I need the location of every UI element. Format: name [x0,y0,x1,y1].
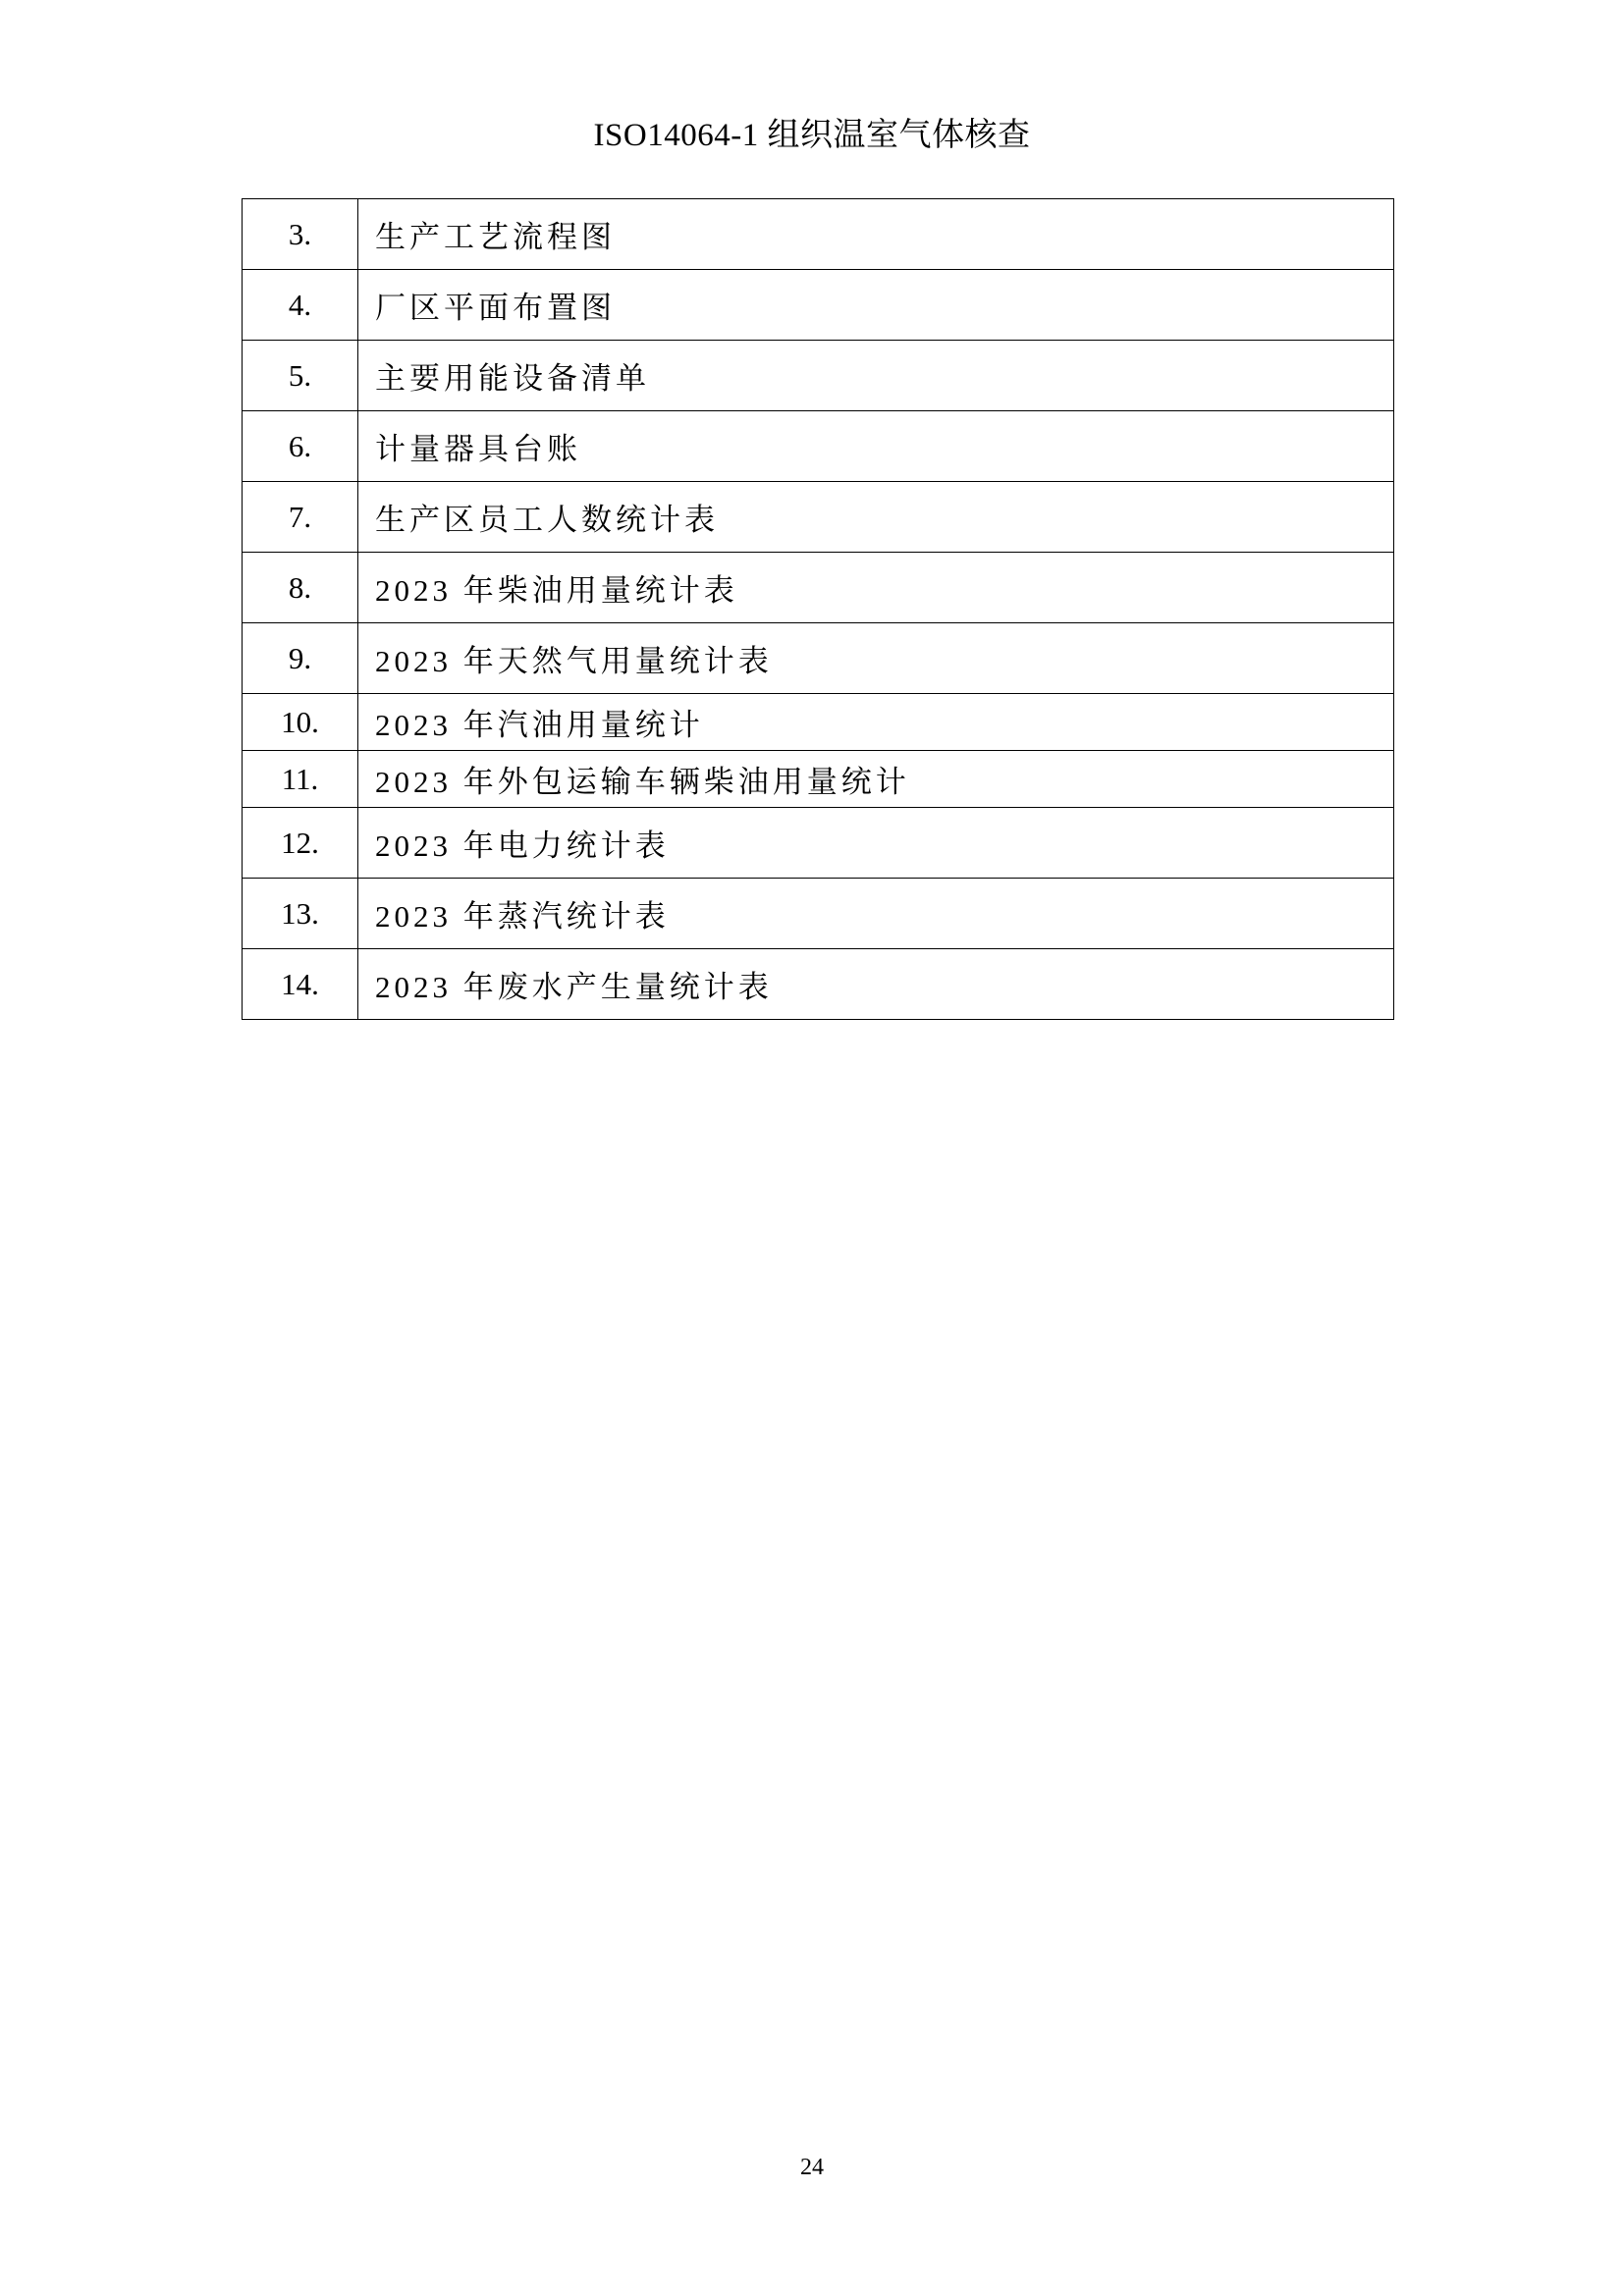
row-number: 5. [243,341,358,411]
table-row [243,341,1394,411]
row-number: 9. [243,623,358,694]
table-row [243,553,1394,623]
row-number: 11. [243,751,358,808]
page-header-title: ISO14064-1 组织温室气体核查 [593,118,1031,153]
row-number: 13. [243,879,358,949]
page-number: 24 [800,2155,824,2180]
table-row [243,623,1394,694]
row-number: 12. [243,808,358,879]
row-number: 14. [243,949,358,1020]
row-item: 生产区员工人数统计表 [358,482,1394,553]
row-item: 厂区平面布置图 [358,270,1394,341]
row-item: 2023 年汽油用量统计 [358,694,1394,751]
table-row [243,270,1394,341]
row-number: 8. [243,553,358,623]
row-item: 计量器具台账 [358,411,1394,482]
row-item: 2023 年废水产生量统计表 [358,949,1394,1020]
row-number: 10. [243,694,358,751]
row-item: 2023 年外包运输车辆柴油用量统计 [358,751,1394,808]
row-item: 2023 年蒸汽统计表 [358,879,1394,949]
row-item: 主要用能设备清单 [358,341,1394,411]
table-row [243,411,1394,482]
table-row [243,808,1394,879]
row-item: 2023 年柴油用量统计表 [358,553,1394,623]
table-row [243,482,1394,553]
attachment-list-table [242,198,1394,1020]
table-row [243,949,1394,1020]
row-number: 3. [243,199,358,270]
table-row [243,694,1394,751]
row-item: 2023 年电力统计表 [358,808,1394,879]
table-row [243,751,1394,808]
table-row [243,199,1394,270]
row-number: 4. [243,270,358,341]
row-item: 生产工艺流程图 [358,199,1394,270]
row-item: 2023 年天然气用量统计表 [358,623,1394,694]
row-number: 6. [243,411,358,482]
table-row [243,879,1394,949]
row-number: 7. [243,482,358,553]
